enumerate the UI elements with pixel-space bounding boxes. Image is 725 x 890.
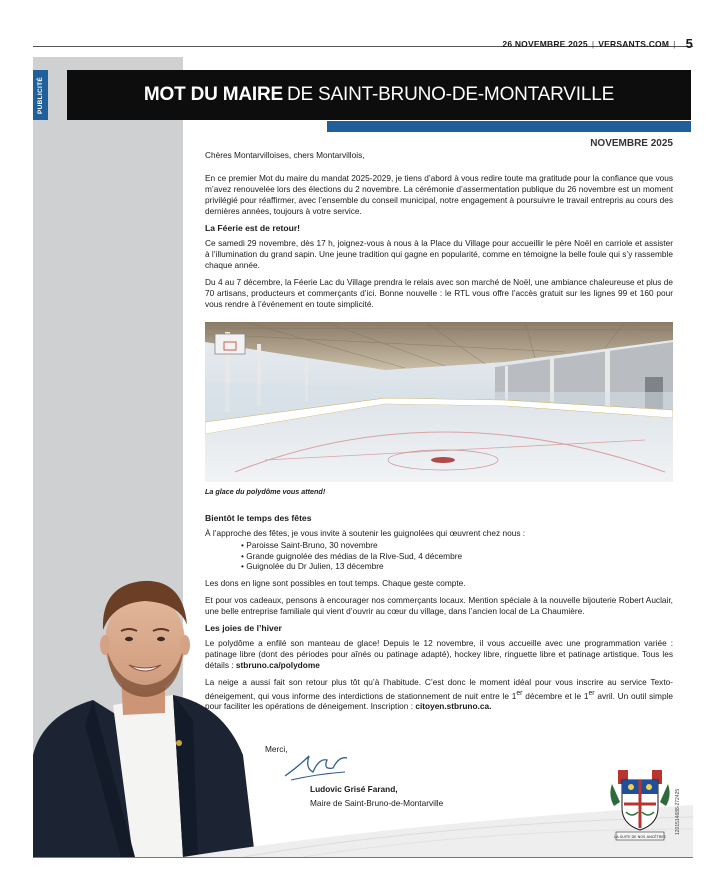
- rink-illustration: [205, 322, 673, 482]
- section-heading-hiver: Les joies de l’hiver: [205, 622, 282, 633]
- issue-date: 26 NOVEMBRE 2025: [502, 39, 588, 49]
- masthead: [33, 33, 693, 51]
- list-item: • Grande guignolée des médias de la Rive-Sud, 4 décembre: [241, 551, 673, 562]
- site-name[interactable]: VERSANTS.COM: [598, 39, 670, 49]
- crest-motto: LA SUITE DE NOS ANCÊTRES: [614, 835, 666, 839]
- section-heading-feerie: La Féerie est de retour!: [205, 223, 301, 233]
- signature-mark: [283, 748, 353, 784]
- ad-code: 1201514688-272425: [675, 788, 681, 835]
- page-number: 5: [685, 36, 693, 51]
- bottom-rule: [33, 857, 693, 858]
- guignolees-list: [241, 540, 673, 572]
- greeting: Chères Montarvilloises, chers Montarvillois,: [205, 150, 365, 160]
- feerie-paragraph-1: Ce samedi 29 novembre, dès 17 h, joignez-vous à nous à la Place du Village pour accueillir le père Noël en carriole et assister à l’illumination du grand sapin. Une jeune tradition qui gagne en popularité, comme en témoigne la belle foule qui s’y rassemble chaque année.: [205, 238, 673, 270]
- photo-caption: La glace du polydôme vous attend!: [205, 487, 326, 496]
- signoff: [265, 744, 505, 808]
- issue-month: NOVEMBRE 2025: [590, 138, 673, 149]
- hiver-paragraph-2: La neige a aussi fait son retour plus tôt qu’à l’habitude. C’est donc le moment idéal pour vous inscrire au service Texto-déneigement, qui vous informe des interdictions de stationnement de nuit entre le 1er décembre et le 1er avril. Un outil simple pour faciliter les opérations de déneigement. Inscription : citoyen.stbruno.ca.: [205, 676, 674, 712]
- mayor-role: Maire de Saint-Bruno-de-Montarville: [310, 798, 444, 808]
- page-title: [144, 84, 614, 106]
- fetes-intro: À l’approche des fêtes, je vous invite à soutenir les guignolées qui œuvrent chez nous :: [205, 528, 526, 538]
- thanks-text: Merci,: [265, 744, 288, 754]
- title-bold: MOT DU MAIRE: [143, 84, 283, 105]
- section-heading-fetes: Bientôt le temps des fêtes: [205, 513, 312, 523]
- list-item: • Guignolée du Dr Julien, 13 décembre: [241, 561, 673, 572]
- polydome-rink-photo: [205, 322, 673, 482]
- polydome-link[interactable]: stbruno.ca/polydome: [235, 659, 320, 670]
- hiver-paragraph-1: Le polydôme a enfilé son manteau de glace! Depuis le 12 novembre, il vous accueille avec une programmation variée : patinage libre (dont des périodes pour aînés ou patinage adapté), hockey libre, ringuette libre et patinage artistique. Tous les détails : stbruno.ca/polydome: [205, 637, 673, 670]
- list-item: • Paroisse Saint-Bruno, 30 novembre: [241, 540, 673, 551]
- texto-link[interactable]: citoyen.stbruno.ca.: [415, 701, 492, 712]
- accent-bar: [327, 121, 691, 132]
- title-rest: DE SAINT-BRUNO-DE-MONTARVILLE: [286, 84, 615, 105]
- fetes-paragraph-2: Les dons en ligne sont possibles en tout temps. Chaque geste compte.: [205, 577, 466, 588]
- article-body: [205, 138, 673, 718]
- masthead-info: 26 NOVEMBRE 2025 | VERSANTS.COM | 5: [502, 36, 693, 51]
- title-bar: [67, 70, 691, 120]
- feerie-paragraph-2: Du 4 au 7 décembre, la Féerie Lac du Village prendra le relais avec son marché de Noël, une ambiance chaleureuse et plus de 70 artisans, producteurs et commerçants d’ici. Bonne nouvelle : le RTL vous offre l’accès gratuit sur les lignes 99 et 160 pour vous rendre à l’événement en toute simplicité.: [205, 277, 673, 309]
- mayor-name: Ludovic Grisé Farand,: [310, 784, 398, 794]
- advertisement-tab: [33, 70, 48, 120]
- city-crest: [608, 766, 672, 842]
- intro-paragraph: En ce premier Mot du maire du mandat 2025-2029, je tiens d’abord à vous redire toute ma gratitude pour la confiance que vous m’avez renouvelée lors des élections du 2 novembre. La cérémonie d’assermentation publique du 26 novembre est un moment privilégié pour réaffirmer, avec l’ensemble du conseil municipal, notre engagement à poursuivre le travail entrepris au cours des dernières années, toujours à votre service.: [205, 173, 673, 216]
- advertisement-label: PUBLICITÉ: [37, 76, 45, 114]
- fetes-paragraph-3: Et pour vos cadeaux, pensons à encourager nos commerçants locaux. Mention spéciale à la nouvelle bijouterie Robert Auclair, une belle entreprise familiale qui vient d’ouvrir au cœur du village, dans l’ancien local de La Chaumière.: [205, 594, 673, 616]
